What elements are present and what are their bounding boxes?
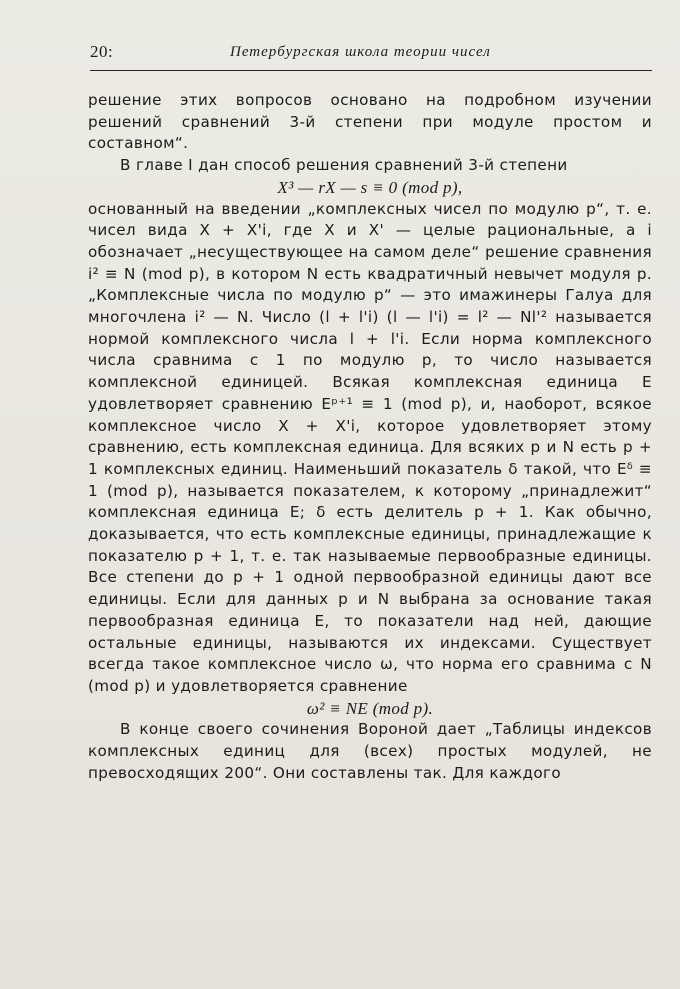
header-rule — [90, 70, 652, 71]
paragraph: основанный на введении „комплексных чисел по модулю p“, т. е. чисел вида X + X'i, где X и X' — целые рациональные, а i обозначает „несуществующее на самом деле“ решение сравнения i² ≡ N (mod p), в котором N есть квадратичный невычет модуля p. „Комплексные числа по модулю p“ — это имажинеры Галуа для многочлена i² — N. Число (l + l'i) (l — l'i) = l² — Nl'² называется нормой комплексного числа l + l'i. Если норма комплексного числа сравнима с 1 по модулю p, то число называется комплексной единицей. Всякая комплексная единица E удовлетворяет сравнению Eᵖ⁺¹ ≡ 1 (mod p), и, наоборот, всякое комплексное число X + X'i, которое удовлетворяет этому сравнению, есть комплексная единица. Для всяких p и N есть p + 1 комплексных единиц. Наименьший показатель δ такой, что Eᵟ ≡ 1 (mod p), называется показателем, к которому „принадлежит“ комплексная единица E; δ есть делитель p + 1. Как обычно, доказывается, что есть комплексные единицы, принадлежащие к показателю p + 1, т. е. так называемые первообразные единицы. Все степени до p + 1 одной первообразной единицы дают все единицы. Если для данных p и N выбрана за основание такая первообразная единица E, то показатели над ней, дающие остальные единицы, называются их индексами. Существует всегда такое комплексное число ω, что норма его сравнима с N (mod p) и удовлетворяется сравнение — [88, 199, 652, 695]
display-formula: ω² ≡ NE (mod p). — [306, 698, 434, 718]
paragraph: В конце своего сочинения Вороной дает „Таблицы индексов комплексных единиц для (всех) простых модулей, не превосходящих 200“. Они составлены так. Для каждого — [88, 720, 652, 782]
page-number: 20: — [90, 42, 114, 61]
paragraph: В главе I дан способ решения сравнений 3-й степени — [120, 156, 568, 175]
paragraph: решение этих вопросов основано на подробном изучении решений сравнений 3-й степени при модуле простом и составном“. — [88, 91, 652, 153]
display-formula: X³ — rX — s ≡ 0 (mod p), — [277, 177, 463, 197]
running-title: Петербургская школа теории чисел — [230, 44, 491, 60]
body-text — [88, 90, 652, 785]
page-header — [90, 42, 652, 68]
